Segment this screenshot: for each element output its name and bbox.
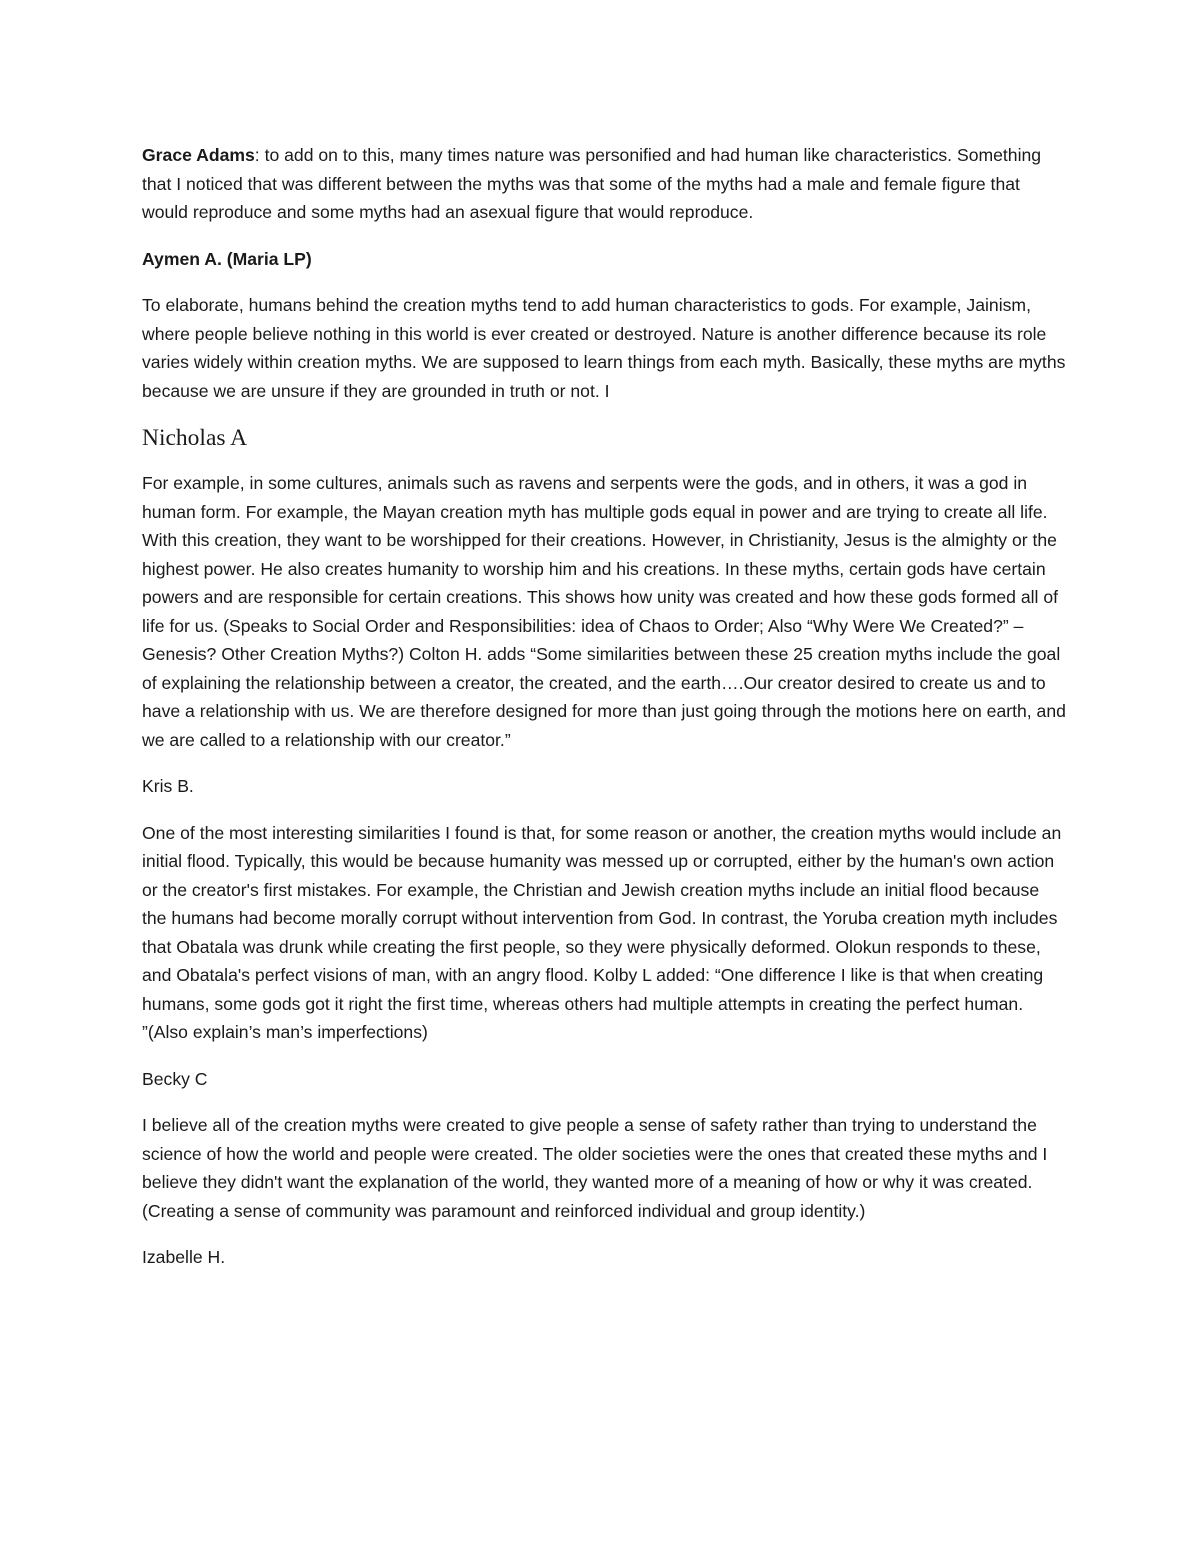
aymen-name: Aymen A. (Maria LP): [142, 248, 312, 269]
grace-adams-text: : to add on to this, many times nature was personified and had human like characteristics. Something that I noticed that was different between the myths was that some of the myths had a male and female figure that would reproduce and some myths had an asexual figure that would reproduce.: [142, 145, 1042, 222]
becky-paragraph: I believe all of the creation myths were created to give people a sense of safety rather than trying to understand the science of how the world and people were created. The older societies were the ones that created these myths and I believe they didn't want the explanation of the world, they wanted more of a meaning of how or why it was created. (Creating a sense of community was paramount and reinforced individual and group identity.): [142, 1115, 1048, 1221]
kris-name: Kris B.: [142, 776, 194, 796]
nicholas-paragraph: For example, in some cultures, animals such as ravens and serpents were the gods, and in others, it was a god in human form. For example, the Mayan creation myth has multiple gods equal in power and are trying to create all life. With this creation, they want to be worshipped for their creations. However, in Christianity, Jesus is the almighty or the highest power. He also creates humanity to worship him and his creations. In these myths, certain gods have certain powers and are responsible for certain creations. This shows how unity was created and how these gods formed all of life for us. (Speaks to Social Order and Responsibilities: idea of Chaos to Order; Also “Why Were We Created?” –Genesis? Other Creation Myths?) Colton H. adds “Some similarities between these 25 creation myths include the goal of explaining the relationship between a creator, the created, and the earth….Our creator desired to create us and to have a relationship with us. We are therefore designed for more than just going through the motions here on earth, and we are called to a relationship with our creator.”: [142, 473, 1066, 750]
kris-paragraph: One of the most interesting similarities I found is that, for some reason or another, the creation myths would include an initial flood. Typically, this would be because humanity was messed up or corrupted, either by the human's own action or the creator's first mistakes. For example, the Christian and Jewish creation myths include an initial flood because the humans had become morally corrupt without intervention from God. In contrast, the Yoruba creation myth includes that Obatala was drunk while creating the first people, so they were physically deformed. Olokun responds to these, and Obatala's perfect visions of man, with an angry flood. Kolby L added: “One difference I like is that when creating humans, some gods got it right the first time, whereas others had multiple attempts in creating the perfect human. ”(Also explain’s man’s imperfections): [142, 822, 1062, 1042]
grace-adams-name: Grace Adams: [142, 145, 255, 165]
izabelle-name: Izabelle H.: [142, 1247, 226, 1267]
nicholas-name: Nicholas A: [142, 425, 248, 451]
becky-name: Becky C: [142, 1068, 208, 1089]
document-body: [142, 141, 1067, 1290]
grace-adams-paragraph: [142, 141, 1067, 227]
aymen-paragraph: To elaborate, humans behind the creation myths tend to add human characteristics to gods. For example, Jainism, where people believe nothing in this world is ever created or destroyed. Nature is another difference because its role varies widely within creation myths. We are supposed to learn things from each myth. Basically, these myths are myths because we are unsure if they are grounded in truth or not. I: [142, 295, 1066, 401]
